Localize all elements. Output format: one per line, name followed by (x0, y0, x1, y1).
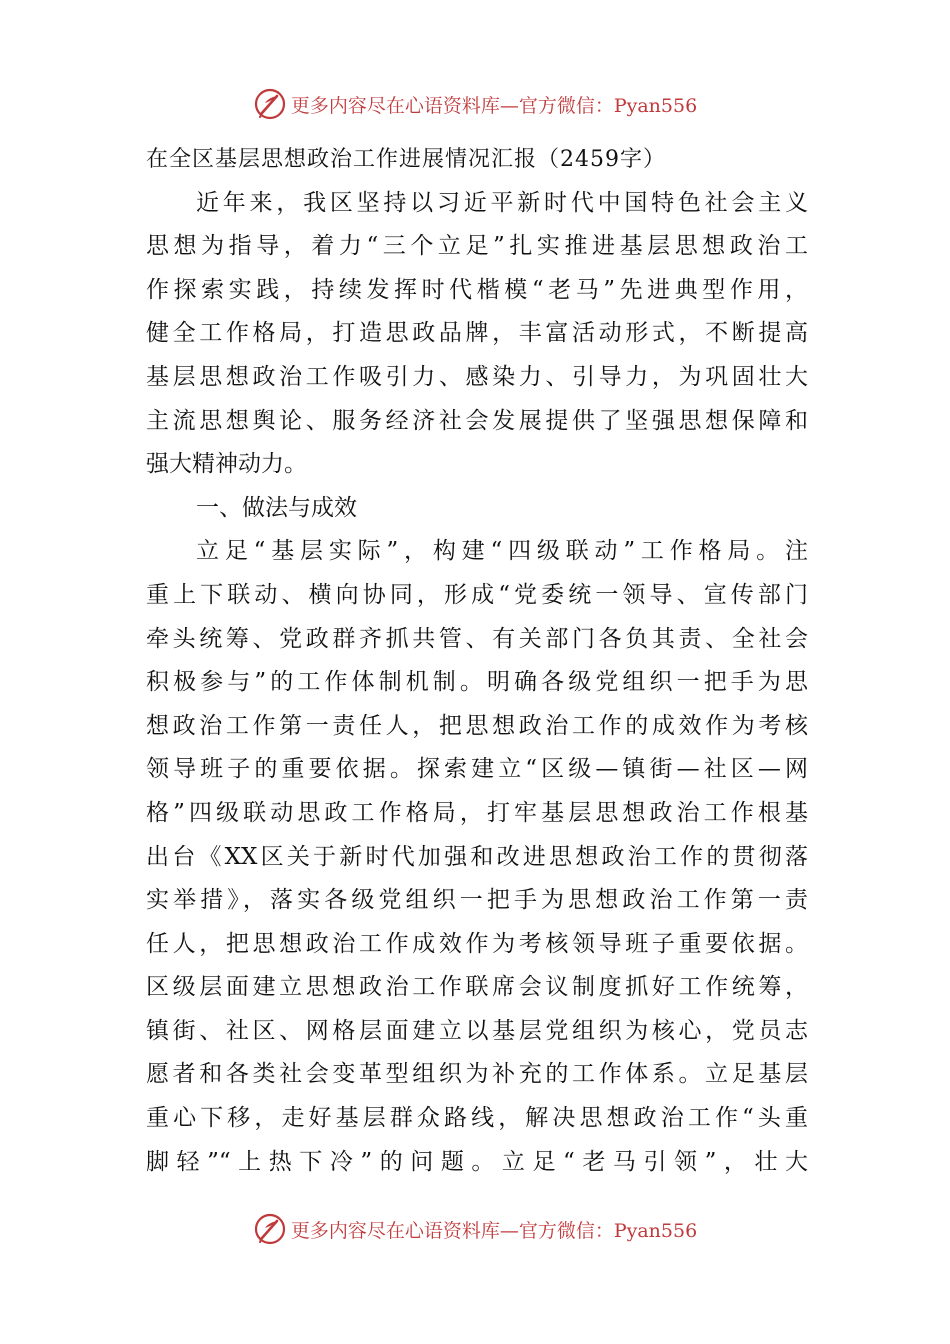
watermark-text: 更多内容尽在心语资料库—官方微信：Pyan556 (290, 94, 698, 117)
quill-logo-icon (253, 1212, 287, 1246)
text-line: 愿者和各类社会变革型组织为补充的工作体系。立足基层 (146, 1061, 808, 1088)
text-line: 牵头统筹、党政群齐抓共管、有关部门各负其责、全社会 (146, 625, 808, 652)
paragraph-lines (146, 182, 808, 1185)
text-line: 基层思想政治工作吸引力、感染力、引导力，为巩固壮大 (146, 363, 808, 390)
watermark-text: 更多内容尽在心语资料库—官方微信：Pyan556 (290, 1219, 698, 1242)
text-line: 作探索实践，持续发挥时代楷模“老马”先进典型作用， (146, 276, 808, 303)
text-line: 领导班子的重要依据。探索建立“区级—镇街—社区—网 (146, 756, 808, 783)
quill-logo-icon (253, 87, 287, 121)
text-line: 立足“基层实际”，构建“四级联动”工作格局。注 (196, 538, 808, 565)
text-line: 实举措》，落实各级党组织一把手为思想政治工作第一责 (146, 887, 808, 914)
text-line: 镇街、社区、网格层面建立以基层党组织为核心，党员志 (146, 1017, 808, 1044)
text-line: 强大精神动力。 (146, 451, 307, 478)
text-line: 格”四级联动思政工作格局，打牢基层思想政治工作根基 (146, 799, 808, 826)
text-line: 一、做法与成效 (196, 494, 357, 521)
text-line: 脚轻”“上热下冷”的问题。立足“老马引领”，壮大 (146, 1148, 808, 1175)
text-line: 思想为指导，着力“三个立足”扎实推进基层思想政治工 (146, 233, 808, 260)
watermark-footer (0, 1209, 950, 1249)
document-body (146, 138, 808, 1184)
text-line: 重心下移，走好基层群众路线，解决思想政治工作“头重 (146, 1105, 808, 1132)
text-line: 重上下联动、横向协同，形成“党委统一领导、宣传部门 (146, 581, 808, 608)
text-line: 想政治工作第一责任人，把思想政治工作的成效作为考核 (146, 712, 808, 739)
text-line: 出台《XX区关于新时代加强和改进思想政治工作的贯彻落 (146, 843, 808, 870)
document-title: 在全区基层思想政治工作进展情况汇报（2459字） (146, 147, 666, 172)
text-line: 区级层面建立思想政治工作联席会议制度抓好工作统筹， (146, 974, 808, 1001)
text-line: 近年来，我区坚持以习近平新时代中国特色社会主义 (196, 189, 808, 216)
watermark-header (0, 84, 950, 124)
text-line: 任人，把思想政治工作成效作为考核领导班子重要依据。 (146, 930, 808, 957)
text-line: 主流思想舆论、服务经济社会发展提供了坚强思想保障和 (146, 407, 808, 434)
text-line: 健全工作格局，打造思政品牌，丰富活动形式，不断提高 (146, 320, 808, 347)
text-line: 积极参与”的工作体制机制。明确各级党组织一把手为思 (146, 669, 808, 696)
